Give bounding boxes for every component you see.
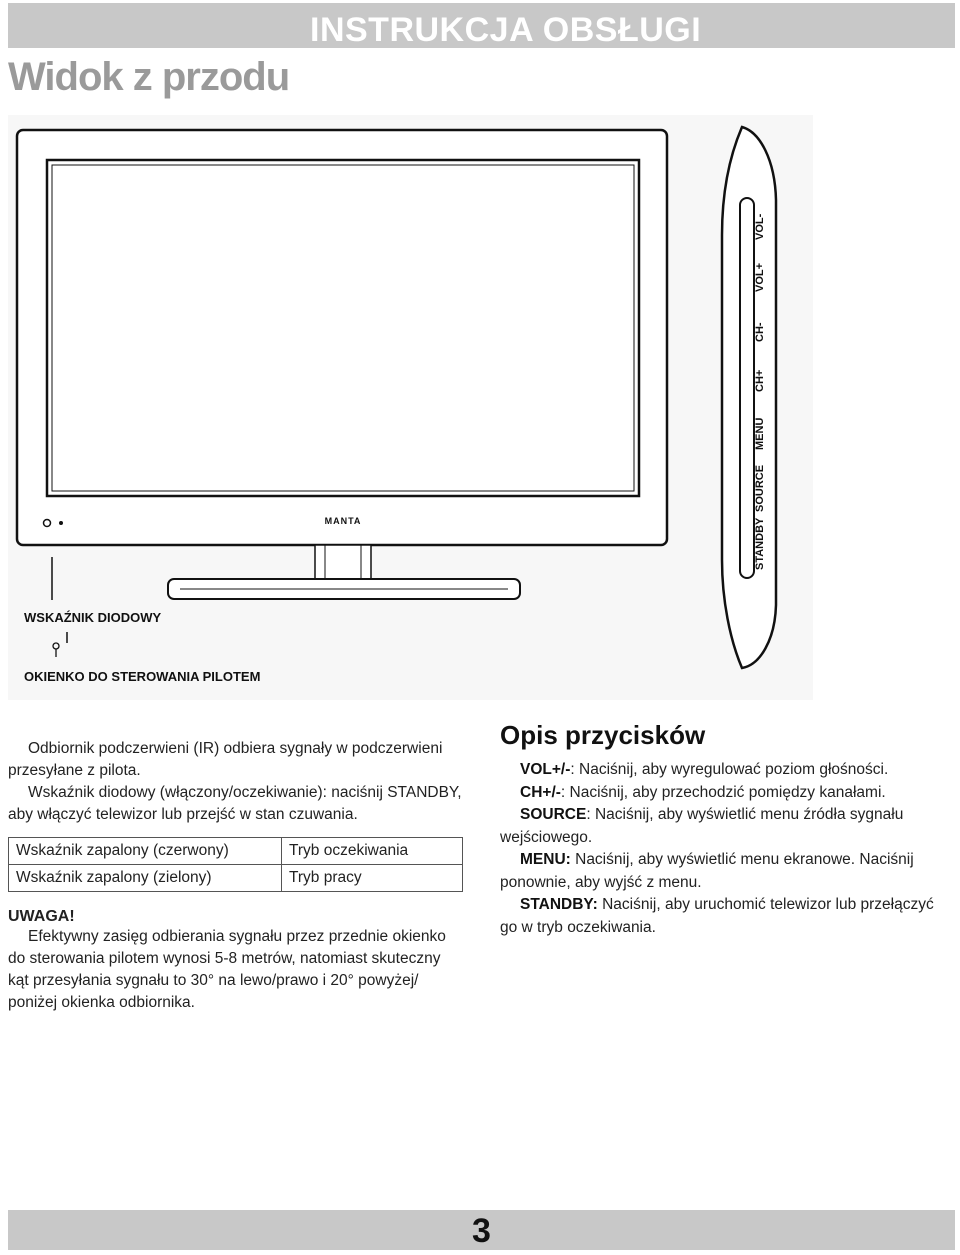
table-cell: Wskaźnik zapalony (zielony) xyxy=(9,865,282,892)
side-button-labels xyxy=(754,214,778,570)
buttons-section-title: Opis przycisków xyxy=(500,720,706,750)
led-paragraph: Wskaźnik diodowy (włączony/oczekiwanie): naciśnij STANDBY, aby włączyć telewizor lub przejść w stan czuwania. xyxy=(8,784,462,823)
led-indicator-icon xyxy=(59,521,63,525)
side-button-strip xyxy=(740,198,754,578)
table-row xyxy=(9,838,463,865)
page-number: 3 xyxy=(472,1212,491,1250)
button-label-standby: STANDBY xyxy=(754,517,766,570)
button-key: VOL+/- xyxy=(520,761,571,778)
table-row xyxy=(9,865,463,892)
button-description: : Naciśnij, aby przechodzić pomiędzy kanałami. xyxy=(560,783,886,801)
led-indicator-label: WSKAŹNIK DIODOWY xyxy=(24,610,162,625)
brand-logo: MANTA xyxy=(324,516,362,526)
section-title: Widok z przodu xyxy=(8,55,290,99)
button-label-vol-minus: VOL- xyxy=(754,213,766,240)
ir-window-label: OKIENKO DO STEROWANIA PILOTEM xyxy=(24,669,261,684)
button-description: : Naciśnij, aby wyświetlić menu źródła sygnału wejściowego. xyxy=(500,806,904,846)
tv-screen xyxy=(47,160,639,496)
list-item xyxy=(500,894,955,939)
list-item xyxy=(500,804,955,849)
table-cell: Tryb oczekiwania xyxy=(282,838,463,865)
button-label-source: SOURCE xyxy=(754,464,766,512)
led-status-table xyxy=(8,837,463,892)
button-label-vol-plus: VOL+ xyxy=(754,262,766,292)
stand-neck xyxy=(315,545,371,579)
footer-bar xyxy=(8,1210,955,1250)
button-key: MENU: xyxy=(520,851,571,868)
button-key: STANDBY: xyxy=(520,896,598,913)
led-description-column xyxy=(8,738,463,1014)
button-description: : Naciśnij, aby wyregulować poziom głośności. xyxy=(570,761,889,778)
button-label-ch-minus: CH- xyxy=(754,322,766,342)
warning-title: UWAGA! xyxy=(8,908,75,925)
list-item xyxy=(500,782,955,805)
buttons-description-column xyxy=(500,720,955,939)
ir-receiver-paragraph: Odbiornik podczerwieni (IR) odbiera sygnały w podczerwieni przesyłane z pilota. xyxy=(8,740,443,779)
button-key: CH+/- xyxy=(520,783,561,801)
button-description: Naciśnij, aby wyświetlić menu ekranowe. Naciśnij ponownie, aby wyjść z menu. xyxy=(500,851,914,891)
table-cell: Wskaźnik zapalony (czerwony) xyxy=(9,838,282,865)
button-description: Naciśnij, aby uruchomić telewizor lub przełączyć go w tryb oczekiwania. xyxy=(500,896,934,936)
list-item xyxy=(500,759,955,782)
button-label-menu: MENU xyxy=(754,417,766,450)
table-cell: Tryb pracy xyxy=(282,865,463,892)
button-key: SOURCE xyxy=(520,806,587,823)
warning-text: Efektywny zasięg odbierania sygnału przez przednie okienko do sterowania pilotem wynosi 5-8 metrów, natomiast skuteczny kąt przesyłania sygnału to 30° na lewo/prawo i 20° powyżej/ poniżej okienka odbiornika. xyxy=(8,928,446,1011)
header-title: INSTRUKCJA OBSŁUGI xyxy=(310,11,702,49)
list-item xyxy=(500,849,955,894)
button-label-ch-plus: CH+ xyxy=(754,369,766,392)
